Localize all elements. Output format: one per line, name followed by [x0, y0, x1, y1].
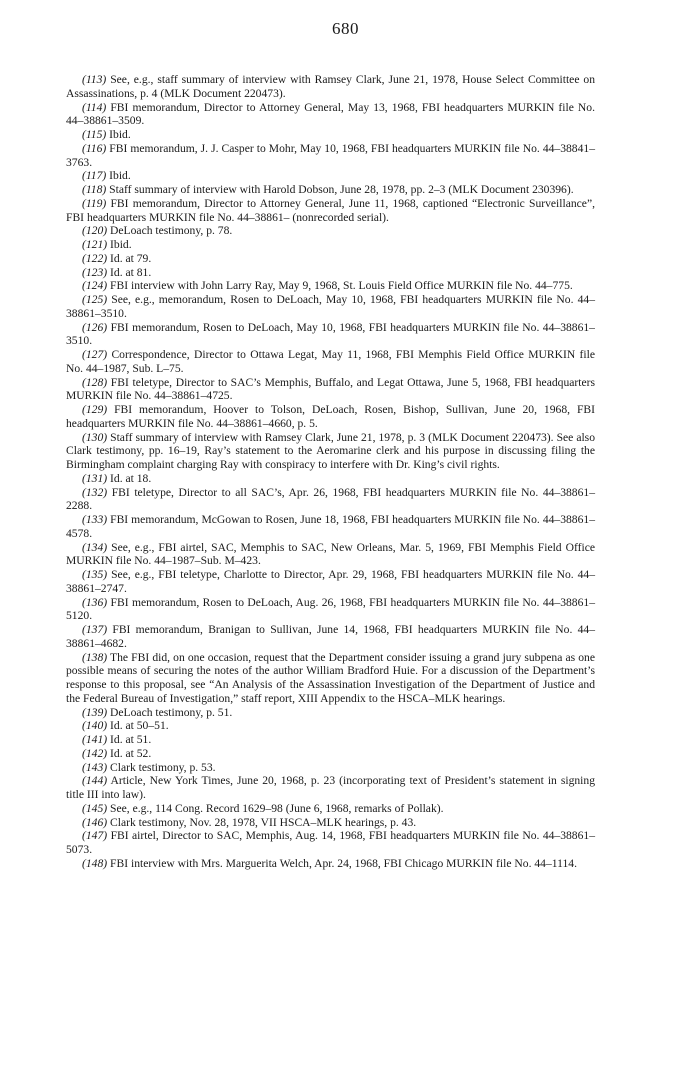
- endnote-number: (132): [82, 485, 108, 499]
- endnote: [66, 802, 595, 816]
- endnote-number: (142): [82, 746, 108, 760]
- endnote: [66, 128, 595, 142]
- endnote-text: Ibid.: [110, 238, 132, 251]
- endnote: [66, 252, 595, 266]
- endnote-number: (133): [82, 513, 108, 526]
- endnote-number: (116): [82, 141, 107, 155]
- endnote-text: See, e.g., FBI airtel, SAC, Memphis to SAC, New Orleans, Mar. 5, 1969, FBI Memphis Field Office MURKIN file No. 44–1987–Sub. M–423.: [66, 540, 595, 568]
- endnote-number: (147): [82, 829, 108, 843]
- endnote: [66, 142, 595, 170]
- endnote-text: FBI teletype, Director to SAC’s Memphis, Buffalo, and Legat Ottawa, June 5, 1968, FBI headquarters MURKIN file No. 44–38861–4725.: [66, 375, 595, 403]
- endnote-number: (144): [82, 774, 108, 788]
- endnote-number: (113): [82, 73, 107, 86]
- endnote-number: (125): [82, 293, 108, 306]
- endnote-number: (122): [82, 251, 108, 265]
- endnote: [66, 472, 595, 486]
- endnotes-list: [66, 73, 595, 871]
- endnote-number: (138): [82, 650, 108, 664]
- endnote-number: (114): [82, 100, 107, 114]
- endnote-text: FBI memorandum, McGowan to Rosen, June 18, 1968, FBI headquarters MURKIN file No. 44–38861–4578.: [66, 513, 595, 540]
- endnote: [66, 293, 595, 321]
- endnote: [66, 706, 595, 720]
- endnote: [66, 623, 595, 651]
- endnote-text: FBI airtel, Director to SAC, Memphis, Aug. 14, 1968, FBI headquarters MURKIN file No. 44–38861–5073.: [66, 829, 595, 856]
- endnote: [66, 279, 595, 293]
- endnote-text: Id. at 79.: [110, 251, 152, 265]
- endnote: [66, 774, 595, 802]
- endnote-text: See, e.g., memorandum, Rosen to DeLoach, May 10, 1968, FBI headquarters MURKIN file No. 44–38861–3510.: [66, 293, 596, 320]
- endnote-text: FBI memorandum, Hoover to Tolson, DeLoach, Rosen, Bishop, Sullivan, June 20, 1968, FBI headquarters MURKIN file No. 44–38861–4660, p. 5.: [66, 403, 595, 430]
- endnote-text: Clark testimony, p. 53.: [110, 760, 216, 774]
- endnote: [66, 376, 595, 404]
- endnote-number: (139): [82, 705, 108, 719]
- endnote: [66, 761, 595, 775]
- endnote-number: (129): [82, 403, 108, 416]
- endnote-number: (148): [82, 856, 108, 870]
- endnote-text: Correspondence, Director to Ottawa Legat, May 11, 1968, FBI Memphis Field Office MURKIN file No. 44–1987, Sub. L–75.: [66, 348, 595, 375]
- endnote: [66, 651, 595, 706]
- endnote-number: (120): [82, 224, 108, 238]
- endnote-number: (115): [82, 128, 107, 141]
- endnote-text: DeLoach testimony, p. 51.: [110, 705, 233, 719]
- endnote: [66, 857, 595, 871]
- endnote-text: Clark testimony, Nov. 28, 1978, VII HSCA–MLK hearings, p. 43.: [110, 815, 417, 829]
- endnote-text: Id. at 51.: [110, 733, 152, 746]
- endnote-text: Id. at 81.: [110, 265, 152, 279]
- endnote: [66, 431, 595, 472]
- endnote-text: Ibid.: [109, 169, 131, 183]
- endnote-text: Staff summary of interview with Ramsey Clark, June 21, 1978, p. 3 (MLK Document 220473). See also Clark testimony, pp. 16–19, Ray’s statement to the Aeromarine clerk and his purpose in discussing filing the Birmingham complaint charging Ray with conspiracy to interfere with Dr. King’s civil rights.: [66, 430, 595, 471]
- endnote: [66, 238, 595, 252]
- endnote: [66, 73, 595, 101]
- endnote-number: (118): [82, 183, 107, 196]
- endnote: [66, 266, 595, 280]
- endnote: [66, 348, 595, 376]
- endnote: [66, 541, 595, 569]
- endnote-text: The FBI did, on one occasion, request that the Department consider issuing a grand jury subpena as one possible means of securing the notes of the author William Bradford Huie. For a discussion of the Department’s response to this proposal, see “An Analysis of the Assassination Investigation of the Department of Justice and the Federal Bureau of Investigation,” staff report, XIII Appendix to the HSCA–MLK hearings.: [66, 650, 595, 705]
- endnote: [66, 321, 595, 349]
- endnote-number: (146): [82, 815, 108, 829]
- endnote-number: (126): [82, 320, 108, 334]
- endnote: [66, 169, 595, 183]
- endnote: [66, 403, 595, 431]
- endnote-text: FBI memorandum, Branigan to Sullivan, June 14, 1968, FBI headquarters MURKIN file No. 44–38861–4682.: [66, 623, 595, 650]
- endnote-number: (136): [82, 595, 108, 609]
- endnote: [66, 568, 595, 596]
- endnote-number: (137): [82, 623, 108, 636]
- endnote-text: FBI memorandum, J. J. Casper to Mohr, May 10, 1968, FBI headquarters MURKIN file No. 44–38841–3763.: [66, 141, 595, 169]
- endnote: [66, 747, 595, 761]
- endnote-number: (135): [82, 568, 108, 581]
- endnote-number: (124): [82, 279, 108, 293]
- endnote-text: See, e.g., 114 Cong. Record 1629–98 (June 6, 1968, remarks of Pollak).: [110, 801, 444, 815]
- endnote: [66, 224, 595, 238]
- endnote: [66, 197, 595, 225]
- page-number: 680: [332, 19, 359, 38]
- endnote-text: Id. at 50–51.: [110, 719, 169, 733]
- endnote: [66, 829, 595, 857]
- endnote-number: (145): [82, 801, 108, 815]
- endnote: [66, 596, 595, 624]
- endnote-number: (119): [82, 196, 107, 210]
- endnote-number: (140): [82, 719, 108, 733]
- endnote-number: (131): [82, 471, 108, 485]
- endnote-text: FBI memorandum, Director to Attorney General, June 11, 1968, captioned “Electronic Surveillance”, FBI headquarters MURKIN file No. 44–38861– (nonrecorded serial).: [66, 196, 595, 224]
- endnote: [66, 733, 595, 747]
- endnote-text: DeLoach testimony, p. 78.: [110, 224, 233, 238]
- endnote-number: (128): [82, 375, 108, 389]
- endnote: [66, 183, 595, 197]
- endnote-text: FBI interview with John Larry Ray, May 9, 1968, St. Louis Field Office MURKIN file No. 44–775.: [110, 279, 573, 293]
- endnote-text: See, e.g., FBI teletype, Charlotte to Director, Apr. 29, 1968, FBI headquarters MURKIN file No. 44–38861–2747.: [66, 568, 596, 595]
- endnote-text: Id. at 18.: [110, 471, 152, 485]
- endnote-text: FBI interview with Mrs. Marguerita Welch, Apr. 24, 1968, FBI Chicago MURKIN file No. 44–1114.: [110, 856, 577, 870]
- endnote-number: (127): [82, 348, 108, 361]
- endnote: [66, 486, 595, 514]
- endnote: [66, 101, 595, 129]
- endnote: [66, 513, 595, 541]
- endnote-text: FBI memorandum, Rosen to DeLoach, Aug. 26, 1968, FBI headquarters MURKIN file No. 44–38861–5120.: [66, 595, 595, 623]
- endnote-number: (121): [82, 238, 108, 251]
- endnote-text: See, e.g., staff summary of interview with Ramsey Clark, June 21, 1978, House Select Committee on Assassinations, p. 4 (MLK Document 220473).: [66, 73, 595, 100]
- endnote-number: (141): [82, 733, 108, 746]
- endnote-text: Article, New York Times, June 20, 1968, p. 23 (incorporating text of President’s statement in signing title III into law).: [66, 774, 595, 801]
- endnote-number: (143): [82, 760, 108, 774]
- endnote-text: Id. at 52.: [110, 746, 152, 760]
- endnote-text: FBI memorandum, Director to Attorney General, May 13, 1968, FBI headquarters MURKIN file No. 44–38861–3509.: [66, 100, 595, 128]
- endnote-text: Staff summary of interview with Harold Dobson, June 28, 1978, pp. 2–3 (MLK Document 230396).: [109, 183, 574, 196]
- endnote-text: Ibid.: [109, 128, 131, 141]
- endnote-number: (134): [82, 540, 108, 554]
- endnote-text: FBI memorandum, Rosen to DeLoach, May 10, 1968, FBI headquarters MURKIN file No. 44–38861–3510.: [66, 320, 595, 348]
- endnote-number: (130): [82, 430, 108, 444]
- endnote: [66, 816, 595, 830]
- endnote-text: FBI teletype, Director to all SAC’s, Apr. 26, 1968, FBI headquarters MURKIN file No. 44–38861–2288.: [66, 485, 595, 513]
- endnote-number: (123): [82, 265, 108, 279]
- endnote-number: (117): [82, 169, 107, 183]
- endnote: [66, 719, 595, 733]
